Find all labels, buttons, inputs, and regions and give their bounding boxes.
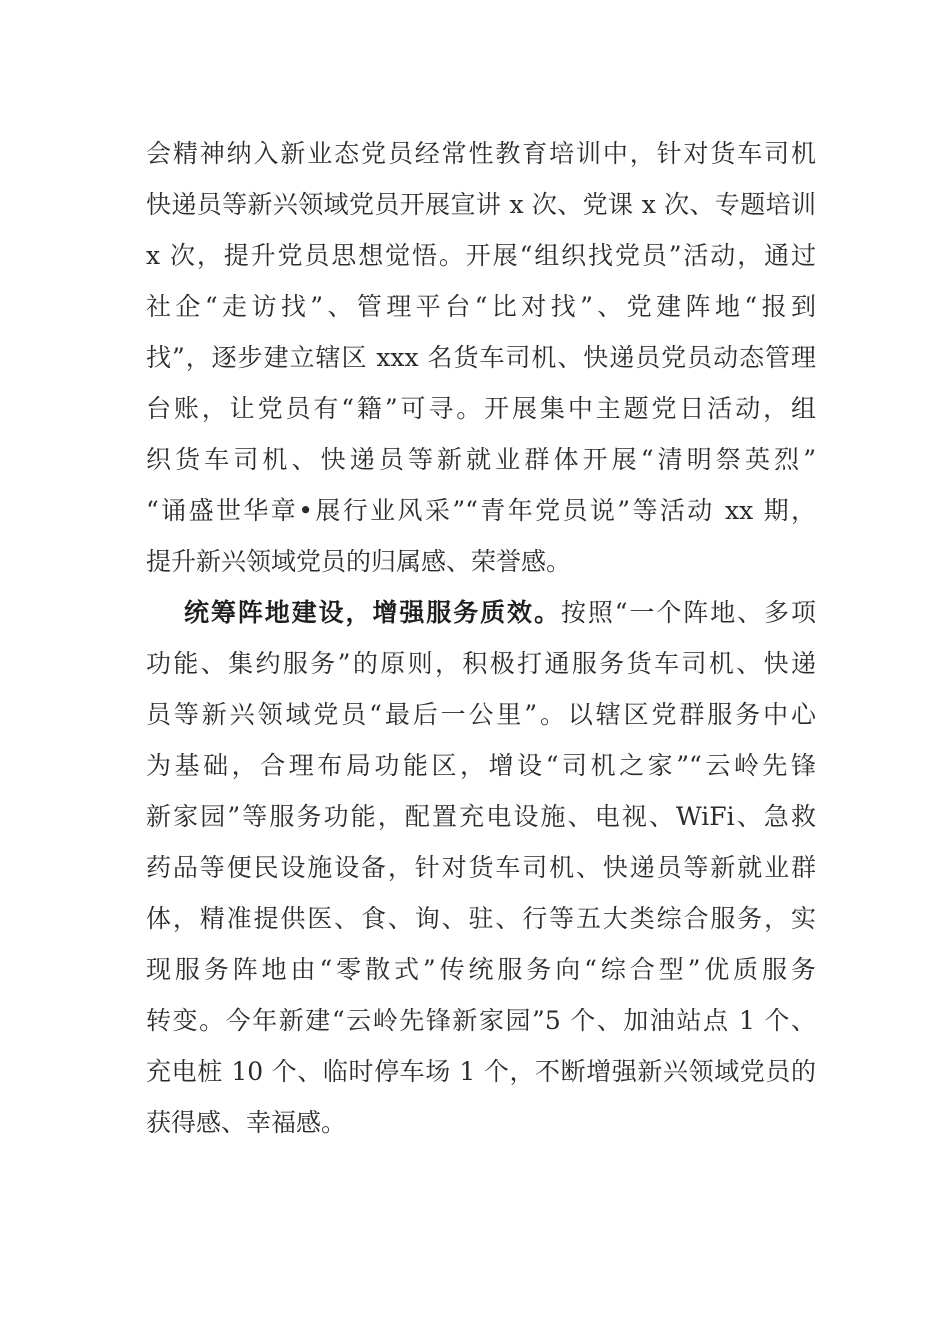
text-line-with-lead xyxy=(146,587,816,638)
text-line: 员等新兴领域党员“最后一公里”。以辖区党群服务中心 xyxy=(146,700,816,729)
paragraph-1 xyxy=(146,128,816,587)
text-line: 转变。今年新建“云岭先锋新家园”5 个、加油站点 1 个、 xyxy=(146,1006,816,1035)
text-line: 提升新兴领域党员的归属感、荣誉感。 xyxy=(146,547,572,576)
text-line: “诵盛世华章•展行业风采”“青年党员说”等活动 xx 期， xyxy=(146,496,816,525)
text-line: 台账，让党员有“籍”可寻。开展集中主题党日活动，组 xyxy=(146,394,816,423)
text-line: 快递员等新兴领域党员开展宣讲 x 次、党课 x 次、专题培训 xyxy=(146,190,816,219)
text-line: x 次，提升党员思想觉悟。开展“组织找党员”活动，通过 xyxy=(146,241,816,270)
text-line: 药品等便民设施设备，针对货车司机、快递员等新就业群 xyxy=(146,853,816,882)
text-line: 功能、集约服务”的原则，积极打通服务货车司机、快递 xyxy=(146,649,816,678)
text-line: 找”，逐步建立辖区 xxx 名货车司机、快递员党员动态管理 xyxy=(146,343,816,372)
text-line-rest: 按照“一个阵地、多项 xyxy=(560,598,816,627)
text-line: 新家园”等服务功能，配置充电设施、电视、WiFi、急救 xyxy=(146,802,816,831)
text-line: 织货车司机、快递员等新就业群体开展“清明祭英烈” xyxy=(146,445,816,474)
text-line: 获得感、幸福感。 xyxy=(146,1108,347,1137)
text-line: 体，精准提供医、食、询、驻、行等五大类综合服务，实 xyxy=(146,904,816,933)
paragraph-2 xyxy=(146,587,816,1148)
text-line: 会精神纳入新业态党员经常性教育培训中，针对货车司机 xyxy=(146,139,816,168)
text-line: 充电桩 10 个、临时停车场 1 个，不断增强新兴领域党员的 xyxy=(146,1057,816,1086)
text-line: 现服务阵地由“零散式”传统服务向“综合型”优质服务 xyxy=(146,955,816,984)
paragraph-lead-heading: 统筹阵地建设，增强服务质效。 xyxy=(184,598,561,627)
text-line: 为基础，合理布局功能区，增设“司机之家”“云岭先锋 xyxy=(146,751,816,780)
text-line: 社企“走访找”、管理平台“比对找”、党建阵地“报到 xyxy=(146,292,816,321)
